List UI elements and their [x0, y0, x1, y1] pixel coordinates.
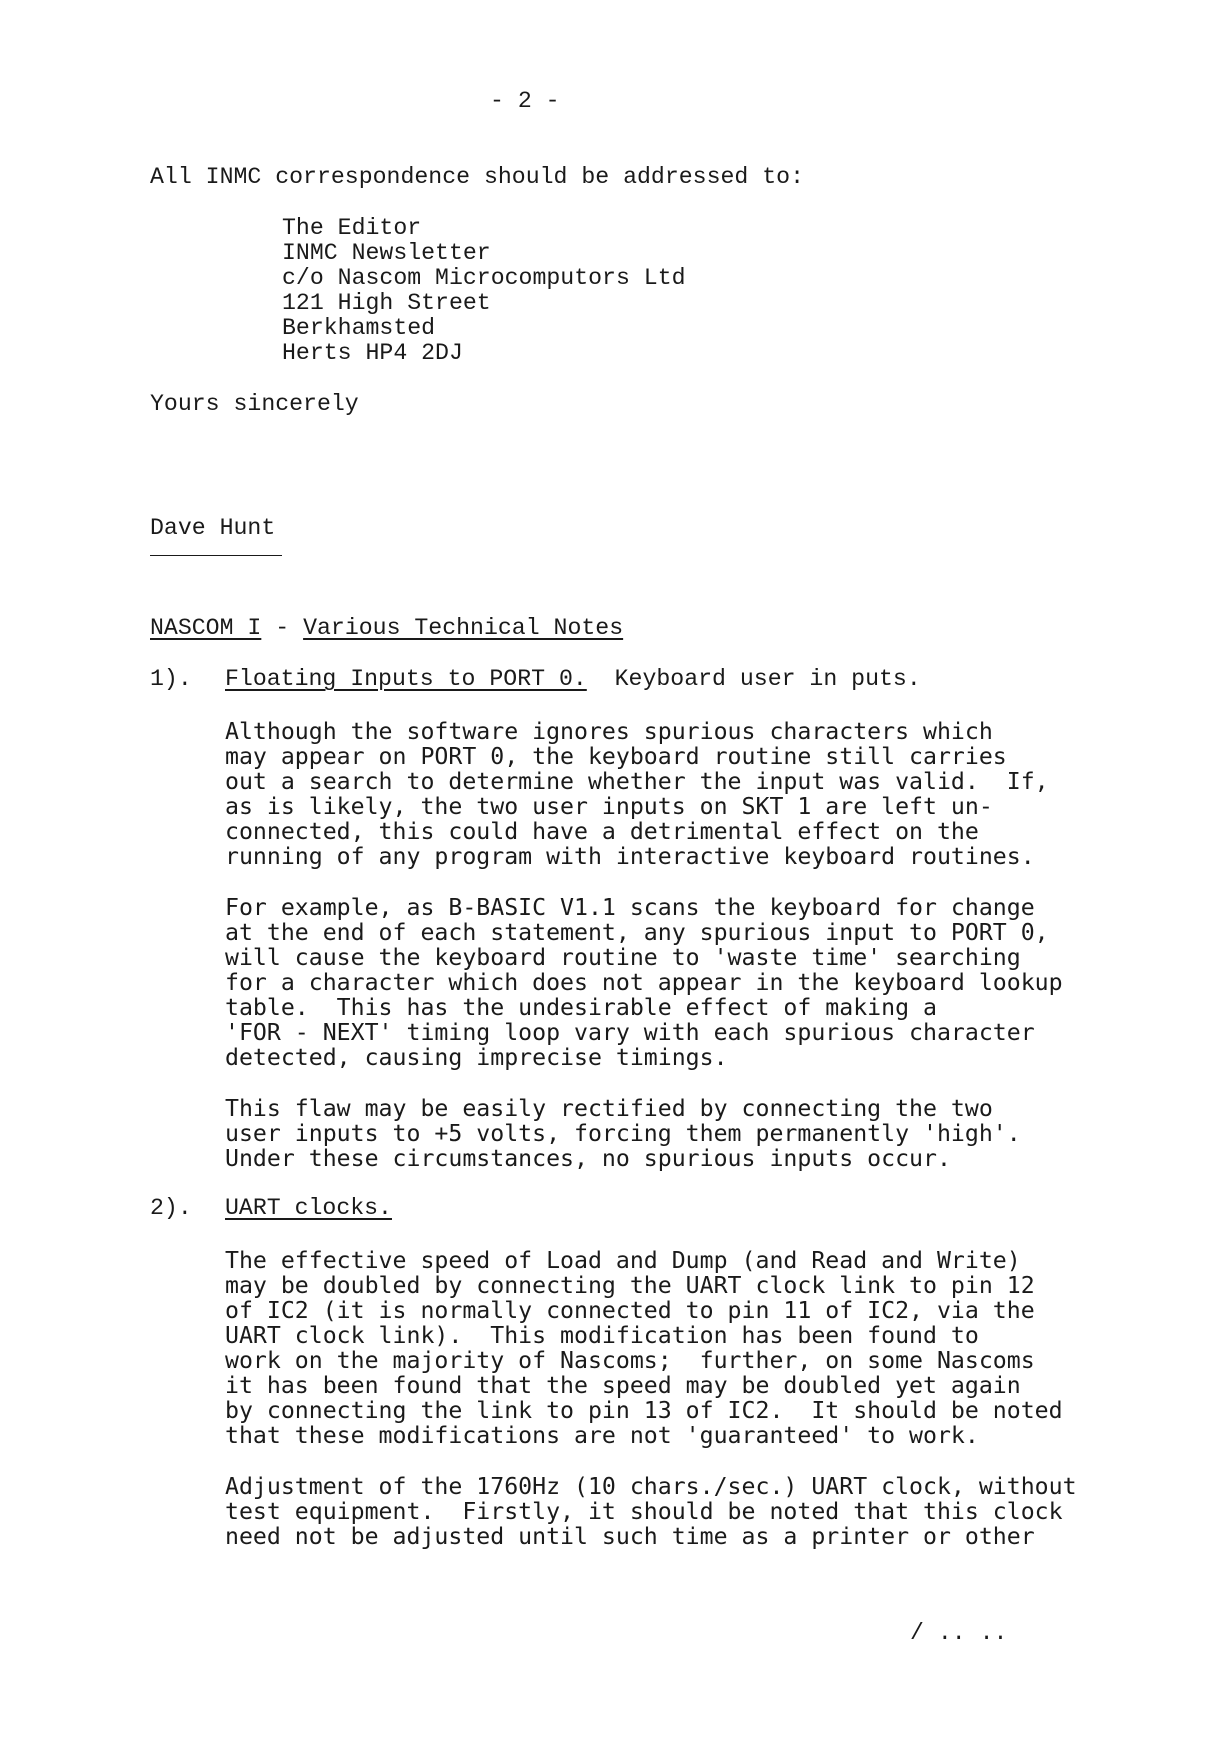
note-title-line	[225, 668, 921, 691]
signature-underline	[150, 555, 282, 556]
note-title: UART clocks.	[225, 1195, 392, 1221]
address-line: Berkhamsted	[282, 315, 436, 341]
note-number: 1).	[150, 666, 192, 692]
address-line: c/o Nascom Microcomputors Ltd	[282, 265, 686, 291]
page-number: - 2 -	[490, 88, 560, 114]
address-line: INMC Newsletter	[282, 240, 491, 266]
note-paragraph: Although the software ignores spurious characters which may appear on PORT 0, the keyboard routine still carries out a search to determine whether the input was valid. If, as is likely, the two user inputs on SKT 1 are left un- connected, this could have a detrimental effect on the running of any program with interactive keyboard routines.	[225, 718, 1049, 870]
note-paragraph: This flaw may be easily rectified by connecting the two user inputs to +5 volts, forcing them permanently 'high'. Under these circumstances, no spurious inputs occur.	[225, 1095, 1021, 1172]
intro-line: All INMC correspondence should be addressed to:	[150, 164, 804, 190]
section-heading-system: NASCOM I	[150, 615, 262, 641]
section-heading-separator: -	[261, 615, 304, 641]
note-paragraph: Adjustment of the 1760Hz (10 chars./sec.) UART clock, without test equipment. Firstly, it should be noted that this clock need not be adjusted until such time as a printer or other	[225, 1473, 1077, 1550]
address-line: The Editor	[282, 215, 422, 241]
section-heading-title: Various Technical Notes	[303, 615, 624, 641]
note-paragraph: For example, as B-BASIC V1.1 scans the keyboard for change at the end of each statement, any spurious input to PORT 0, will cause the keyboard routine to 'waste time' searching for a character which does not appear in the keyboard lookup table. This has the undesirable effect of making a 'FOR - NEXT' timing loop vary with each spurious character detected, causing imprecise timings.	[225, 894, 1063, 1071]
note-paragraph: The effective speed of Load and Dump (and Read and Write) may be doubled by connecting the UART clock link to pin 12 of IC2 (it is normally connected to pin 11 of IC2, via the UART clock link). This modification has been found to work on the majority of Nascoms; further, on some Nascoms it has been found that the speed may be doubled yet again by connecting the link to pin 13 of IC2. It should be noted that these modifications are not 'guaranteed' to work.	[225, 1247, 1063, 1449]
continuation-mark: / .. ..	[910, 1620, 1008, 1646]
signature-name: Dave Hunt	[150, 515, 276, 541]
address-line: 121 High Street	[282, 290, 491, 316]
address-line: Herts HP4 2DJ	[282, 340, 463, 366]
closing-line: Yours sincerely	[150, 391, 359, 417]
note-number: 2).	[150, 1195, 192, 1221]
section-heading	[150, 617, 623, 640]
note-title: Floating Inputs to PORT 0.	[225, 666, 587, 692]
note-subtitle: Keyboard user in puts.	[586, 666, 921, 692]
note-title-line	[225, 1197, 392, 1220]
